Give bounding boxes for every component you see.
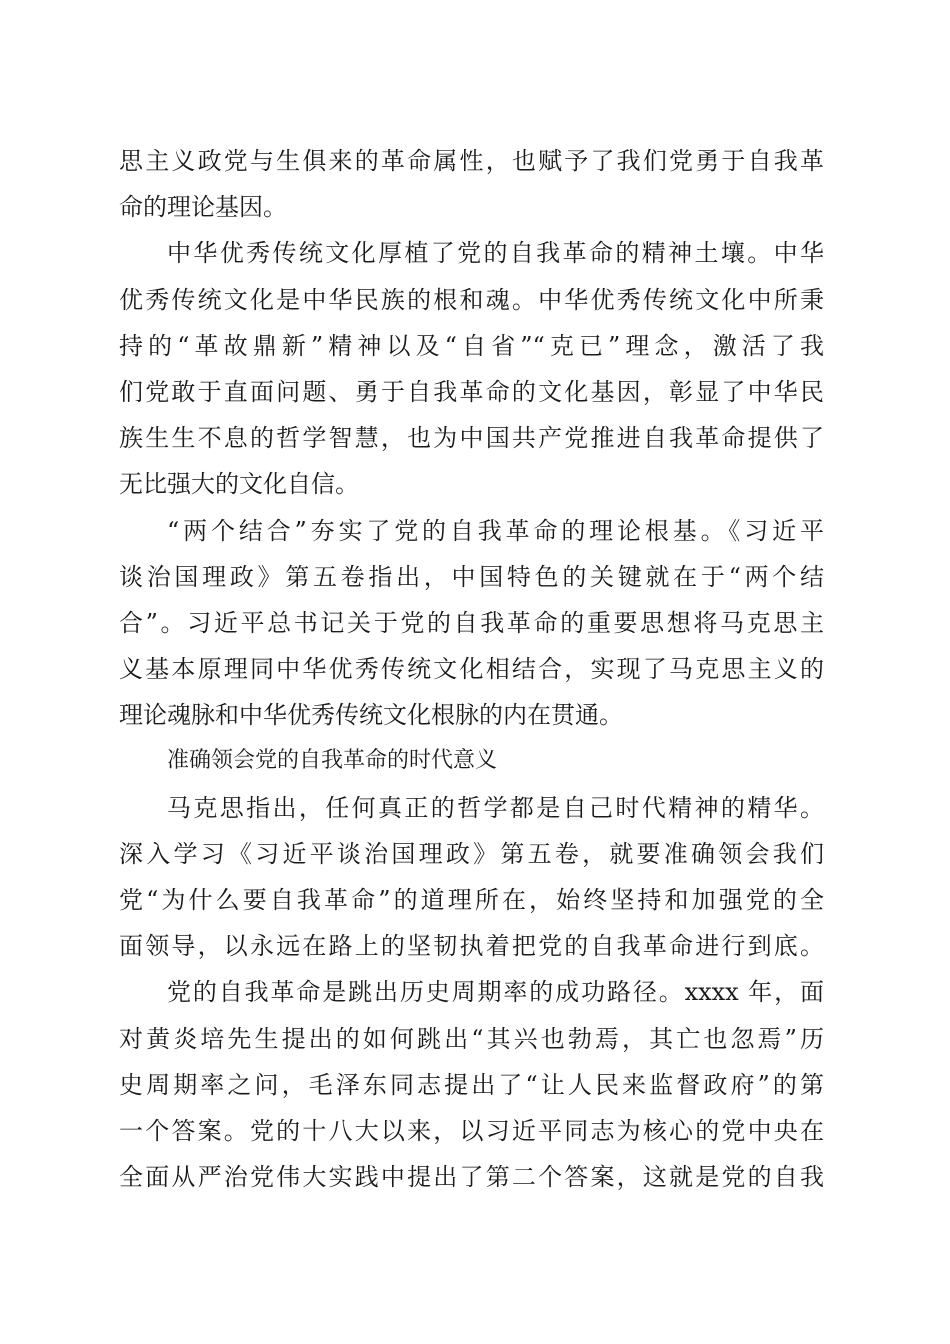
text-line: 们党敢于直面问题、勇于自我革命的文化基因，彰显了中华民 [119, 377, 824, 406]
paragraph-first-line: 中华优秀传统文化厚植了党的自我革命的精神土壤。中华 [167, 239, 824, 268]
text-line: 面领导，以永远在路上的坚韧执着把党的自我革命进行到底。 [119, 932, 824, 961]
text-line: 深入学习《习近平谈治国理政》第五卷，就要准确领会我们 [119, 839, 824, 868]
text-line: 党“为什么要自我革命”的道理所在，始终坚持和加强党的全 [119, 886, 824, 914]
document-body [119, 138, 824, 1200]
paragraph-first-line: “两个结合”夯实了党的自我革命的理论根基。《习近平 [167, 516, 824, 545]
text-line: 无比强大的文化自信。 [119, 470, 359, 499]
text-line: 命的理论基因。 [119, 193, 287, 222]
text-line: 思主义政党与生俱来的革命属性，也赋予了我们党勇于自我革 [119, 147, 824, 175]
text-line: 史周期率之问，毛泽东同志提出了“让人民来监督政府”的第 [119, 1070, 824, 1099]
text-line: 谈治国理政》第五卷指出，中国特色的关键就在于“两个结 [119, 562, 824, 591]
paragraph-first-line: 马克思指出，任何真正的哲学都是自己时代精神的精华。 [167, 793, 824, 822]
text-line: 全面从严治党伟大实践中提出了第二个答案，这就是党的自我 [119, 1163, 824, 1192]
text-line: 对黄炎培先生提出的如何跳出“其兴也勃焉，其亡也忽焉”历 [119, 1024, 824, 1053]
text-line: 持的“革故鼎新”精神以及“自省”“克已”理念，激活了我 [119, 331, 824, 360]
text-line: 理论魂脉和中华优秀传统文化根脉的内在贯通。 [119, 701, 623, 730]
section-heading: 准确领会党的自我革命的时代意义 [167, 748, 498, 774]
text-line: 合”。习近平总书记关于党的自我革命的重要思想将马克思主 [119, 608, 824, 637]
text-line: 族生生不息的哲学智慧，也为中国共产党推进自我革命提供了 [119, 424, 824, 453]
paragraph-first-line: 党的自我革命是跳出历史周期率的成功路径。xxxx 年，面 [167, 978, 824, 1007]
text-line: 优秀传统文化是中华民族的根和魂。中华优秀传统文化中所秉 [119, 285, 824, 314]
text-line: 义基本原理同中华优秀传统文化相结合，实现了马克思主义的 [119, 655, 824, 684]
text-line: 一个答案。党的十八大以来，以习近平同志为核心的党中央在 [119, 1116, 824, 1145]
